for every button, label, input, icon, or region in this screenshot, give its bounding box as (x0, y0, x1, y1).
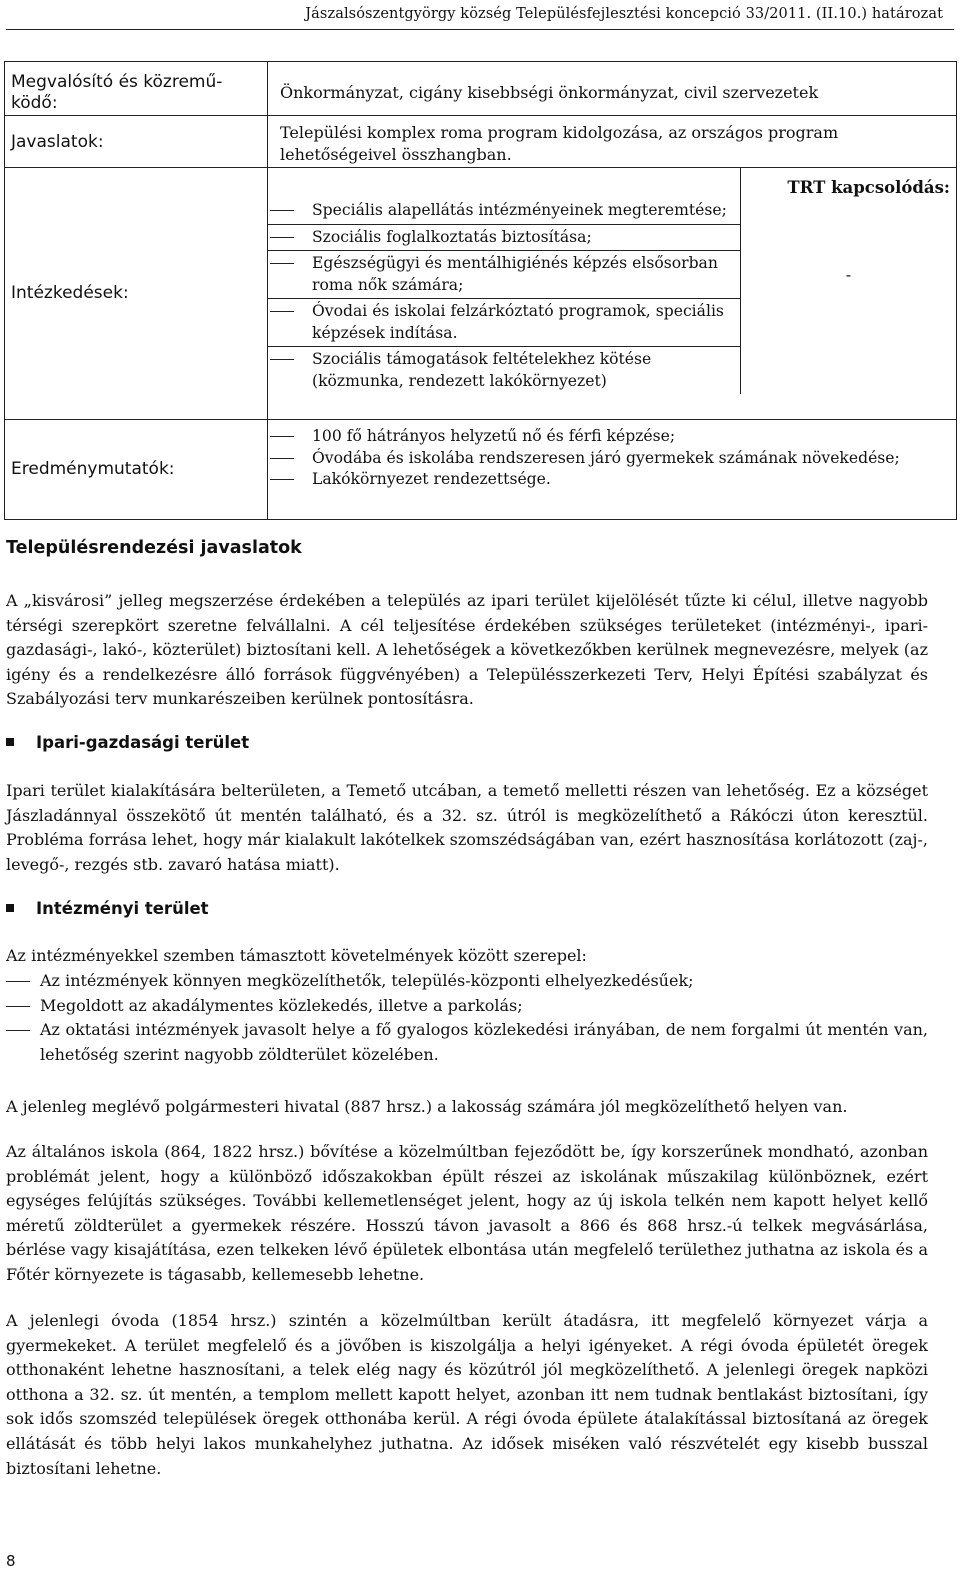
indicators-cell (268, 420, 957, 520)
page-number: 8 (6, 1552, 16, 1570)
measures-cell (268, 168, 957, 420)
institutional-title: Intézményi terület (36, 899, 209, 918)
industrial-paragraph: Ipari terület kialakítására belterületen, a Temető utcában, a temető melletti részen van lehetőség. Ez a községet Jászladánnyal összekötő út mentén található, és a 32. sz. útról is megközelíthető a Rákóczi úton keresztül. Probléma forrása lehet, hogy már kialakult lakótelkek szomszédságában van, ezért hasznosítása korlátozott (zaj-, levegő-, rezgés stb. zavaró hatása miatt). (6, 781, 928, 874)
square-bullet-icon (6, 904, 14, 912)
institutional-heading (6, 899, 209, 918)
indicator-item: Lakókörnyezet rendezettsége. (268, 469, 950, 491)
intro-paragraph: A „kisvárosi” jelleg megszerzése érdekében a település az ipari terület kijelölését tűzte ki célul, illetve nagyobb térségi szerepkört szeretne felvállalni. A cél teljesítése érdekében szükséges területeket (intézményi-, ipari-gazdasági-, lakó-, közterület) biztosítani kell. A lehetőségek a következőkben kerülnek megnevezésre, melyek (az igény és a rendelkezésre álló források függvényében) a Településszerkezeti Terv, Helyi Építési szabályzat és Szabályozási terv munkarészeiben kerülnek pontosításra. (6, 591, 928, 709)
mayor-office-paragraph: A jelenleg meglévő polgármesteri hivatal (887 hrsz.) a lakosság számára jól megközelíthető helyen van. (6, 1097, 848, 1116)
measures-split (268, 168, 956, 394)
proposals-value: Települési komplex roma program kidolgozása, az országos program lehetőségeivel összhangban. (268, 116, 957, 168)
measure-item: Speciális alapellátás intézményeinek megteremtése; (268, 198, 740, 224)
square-bullet-icon (6, 738, 14, 746)
requirement-item: Megoldott az akadálymentes közlekedés, illetve a parkolás; (6, 994, 928, 1019)
requirement-item: Az oktatási intézmények javasolt helye a fő gyalogos közlekedési irányában, de nem forgalmi út mentén van, lehetőség szerint nagyobb zöldterület közelében. (6, 1018, 928, 1067)
kindergarten-paragraph: A jelenlegi óvoda (1854 hrsz.) szintén a közelmúltban került átadásra, itt megfelelő környezet várja a gyermekeket. A terület megfelelő és a jövőben is kiszolgálja a helyi igényeket. A régi óvoda épületét öregek otthonaként lehetne hasznosítani, a telek elég nagy és közútról jól megközelíthető. A jelenlegi öregek napközi otthona a 32. sz. út mentén, a templom mellett kapott helyet, azonban itt nem tudnak bentlakást biztosítani, így sok idős szomszéd települések öregek otthonába kerül. A régi óvoda épülete átalakítással biztosítaná az öregek ellátását és több helyi lakos munkahelyhez juthatna. Az idősek miséken való részvételét egy kisebb busszal biztosítani lehetne. (6, 1311, 928, 1478)
indicator-item: Óvodába és iskolába rendszeresen járó gyermekek számának növekedése; (268, 448, 950, 470)
trt-label: TRT kapcsolódás: (787, 178, 950, 197)
measures-label (5, 168, 268, 420)
measures-list (268, 168, 740, 394)
measure-item: Egészségügyi és mentálhigiénés képzés elsősorban roma nők számára; (268, 250, 740, 298)
school-paragraph: Az általános iskola (864, 1822 hrsz.) bővítése a közelmúltban fejeződött be, így korszerűnek mondható, azonban problémát jelent, hogy a különböző időszakokban épült részei az iskolának műszakilag különböznek, ezért egységes felújítás szükséges. További kellemetlenséget jelent, hogy az új iskola telkén nem kapott helyet kellő méretű zöldterület a gyermekek részére. Hosszú távon javasolt a 866 és 868 hrsz.-ú telkek megvásárlása, bérlése vagy kisajátítása, ezen telkeken lévő épületek elbontása után megfelelő területhez juthatna az iskola és a Főtér környezete is tágasabb, kellemesebb lehetne. (6, 1142, 928, 1284)
industrial-heading (6, 733, 249, 752)
indicator-item: 100 fő hátrányos helyzetű nő és férfi képzése; (268, 426, 950, 448)
measure-item: Óvodai és iskolai felzárkóztató programok, speciális képzések indítása. (268, 298, 740, 346)
implementer-label: Megvalósító és közremű-ködő: (5, 62, 268, 116)
measures-list-column (268, 168, 741, 394)
page-header: Jászalsószentgyörgy község Településfejlesztési koncepció 33/2011. (II.10.) határozat (305, 6, 943, 22)
measures-label-text: Intézkedések: (11, 283, 129, 303)
industrial-title: Ipari-gazdasági terület (36, 733, 250, 752)
section-title: Településrendezési javaslatok (6, 538, 302, 558)
header-rule (6, 29, 954, 30)
measures-table (4, 61, 957, 520)
requirement-item: Az intézmények könnyen megközelíthetők, település-központi elhelyezkedésűek; (6, 969, 928, 994)
trt-column (741, 168, 956, 394)
indicators-label: Eredménymutatók: (5, 420, 268, 520)
implementer-value: Önkormányzat, cigány kisebbségi önkormányzat, civil szervezetek (268, 62, 957, 116)
measure-item: Szociális támogatások feltételekhez kötése (közmunka, rendezett lakókörnyezet) (268, 346, 740, 394)
proposals-label: Javaslatok: (5, 116, 268, 168)
indicators-list (268, 426, 950, 491)
requirements-list (6, 969, 928, 1067)
institutional-intro: Az intézményekkel szemben támasztott követelmények között szerepel: (6, 946, 587, 965)
measure-item: Szociális foglalkoztatás biztosítása; (268, 224, 740, 251)
trt-value: - (845, 265, 852, 284)
